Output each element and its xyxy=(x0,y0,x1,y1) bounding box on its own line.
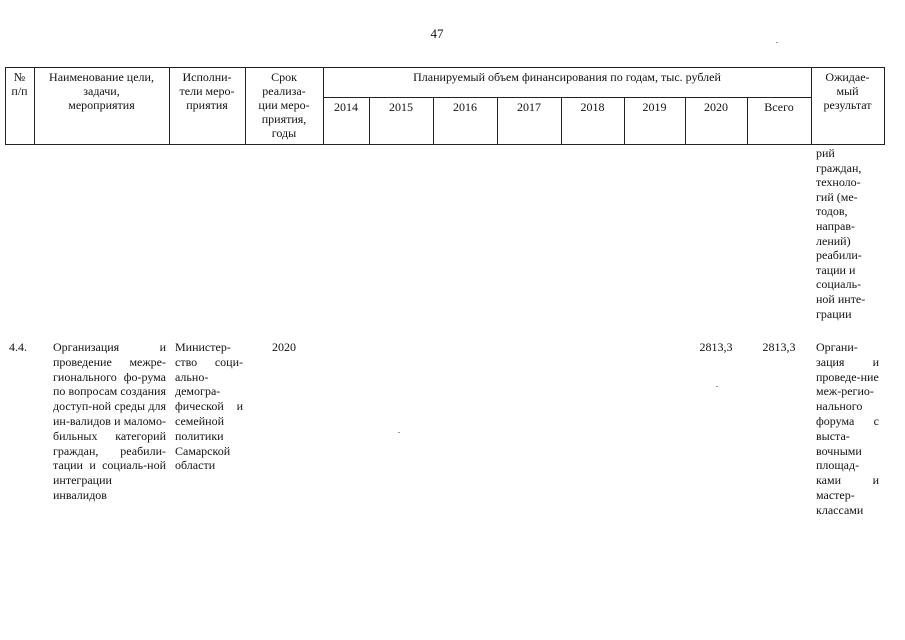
header-year-2017: 2017 xyxy=(517,100,541,114)
header-year-2020: 2020 xyxy=(704,100,728,114)
row-num: 4.4. xyxy=(9,340,27,354)
header-year-2019: 2019 xyxy=(642,100,667,114)
scan-speck xyxy=(776,42,778,43)
header-year-2016: 2016 xyxy=(453,100,477,114)
header-term: Срок реализа- ции меро- приятия, годы xyxy=(258,70,310,140)
page-number: 47 xyxy=(430,26,444,41)
row-value-2020: 2813,3 xyxy=(699,340,733,354)
row-executor: Министер-ство соци-ально-демогра-фической и семейной политики Самарской области xyxy=(175,340,243,473)
row-term: 2020 xyxy=(272,340,296,354)
continuation-result: рий граждан, техноло- гий (ме- тодов, направ- лений) реабили- тации и социаль- ной инте- грации xyxy=(816,146,866,321)
row-value-total: 2813,3 xyxy=(762,340,796,354)
header-executor: Исполни- тели меро- приятия xyxy=(179,70,235,112)
header-name: Наименование цели, задачи, мероприятия xyxy=(49,70,154,112)
header-year-2018: 2018 xyxy=(580,100,605,114)
header-year-2014: 2014 xyxy=(334,100,358,114)
table-top-border xyxy=(5,67,885,68)
scan-speck xyxy=(716,386,718,387)
col-border-right xyxy=(884,67,885,144)
years-row-border xyxy=(323,97,811,98)
header-year-2015: 2015 xyxy=(389,100,413,114)
header-financing: Планируемый объем финансирования по годам, тыс. рублей xyxy=(413,70,721,84)
scan-speck xyxy=(398,432,400,433)
header-result: Ожидае- мый результат xyxy=(823,70,872,112)
row-result: Органи-зация и проведе-ние меж-регио-нального форума с выста-вочными площад-ками и мастер-классами xyxy=(816,340,879,517)
header-bottom-border xyxy=(5,144,885,145)
row-name: Организация и проведение межре-гионального фо-рума по вопросам создания доступ-ной среды для ин-валидов и маломо-бильных категорий граждан, реабили-тации и социаль-ной интеграции инвалидов xyxy=(53,340,166,502)
header-total: Всего xyxy=(764,100,794,114)
header-num: № п/п xyxy=(11,70,28,98)
